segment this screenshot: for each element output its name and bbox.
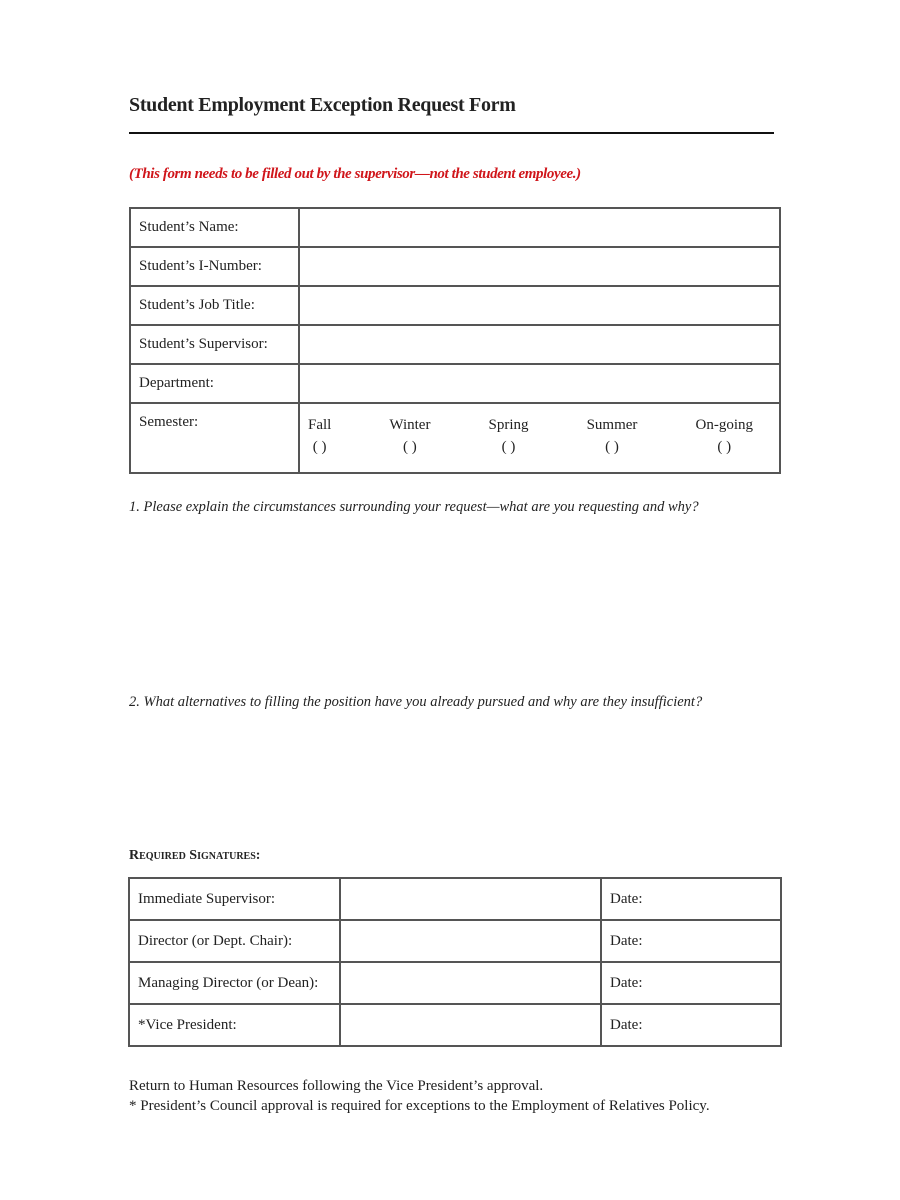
field-label: Student’s I-Number: <box>130 247 299 286</box>
student-inumber-field[interactable] <box>299 247 780 286</box>
semester-options <box>299 403 780 473</box>
checkbox[interactable]: ( ) <box>501 439 516 455</box>
student-info-table <box>129 207 781 474</box>
field-label: Department: <box>130 364 299 403</box>
supervisor-note: (This form needs to be filled out by the supervisor—not the student employee.) <box>129 166 581 182</box>
signature-field[interactable] <box>340 962 601 1004</box>
form-title: Student Employment Exception Request Form <box>129 94 516 116</box>
semester-label: Semester: <box>130 403 299 473</box>
checkbox[interactable]: ( ) <box>312 439 327 455</box>
option-label: On-going <box>695 417 753 433</box>
option-label: Summer <box>586 417 638 433</box>
footer-notes <box>129 1076 710 1116</box>
question-2: 2. What alternatives to filling the position have you already pursued and why are they insufficient? <box>129 694 703 710</box>
signer-label: *Vice President: <box>129 1004 340 1046</box>
question-1: 1. Please explain the circumstances surrounding your request—what are you requesting and why? <box>129 499 699 515</box>
checkbox[interactable]: ( ) <box>605 439 619 455</box>
signature-field[interactable] <box>340 878 601 920</box>
signer-label: Managing Director (or Dean): <box>129 962 340 1004</box>
semester-spring[interactable] <box>489 414 529 458</box>
signature-field[interactable] <box>340 920 601 962</box>
signatures-heading: Required Signatures: <box>129 848 261 863</box>
field-label: Student’s Supervisor: <box>130 325 299 364</box>
job-title-field[interactable] <box>299 286 780 325</box>
date-field[interactable]: Date: <box>601 1004 781 1046</box>
checkbox[interactable]: ( ) <box>403 439 417 455</box>
signer-label: Immediate Supervisor: <box>129 878 340 920</box>
date-field[interactable]: Date: <box>601 962 781 1004</box>
semester-ongoing[interactable] <box>696 414 754 458</box>
title-rule <box>129 132 774 134</box>
date-field[interactable]: Date: <box>601 878 781 920</box>
footer-return-note: Return to Human Resources following the Vice President’s approval. <box>129 1078 544 1094</box>
field-label: Student’s Job Title: <box>130 286 299 325</box>
supervisor-field[interactable] <box>299 325 780 364</box>
signer-label: Director (or Dept. Chair): <box>129 920 340 962</box>
option-label: Winter <box>389 417 431 433</box>
option-label: Fall <box>308 417 332 433</box>
option-label: Spring <box>488 417 529 433</box>
semester-fall[interactable] <box>308 414 331 458</box>
footer-council-note: * President’s Council approval is required for exceptions to the Employment of Relatives Policy. <box>129 1098 710 1114</box>
department-field[interactable] <box>299 364 780 403</box>
signature-field[interactable] <box>340 1004 601 1046</box>
student-name-field[interactable] <box>299 208 780 247</box>
date-field[interactable]: Date: <box>601 920 781 962</box>
signatures-table <box>128 877 782 1047</box>
checkbox[interactable]: ( ) <box>717 439 732 455</box>
semester-summer[interactable] <box>587 414 638 458</box>
semester-winter[interactable] <box>389 414 430 458</box>
field-label: Student’s Name: <box>130 208 299 247</box>
